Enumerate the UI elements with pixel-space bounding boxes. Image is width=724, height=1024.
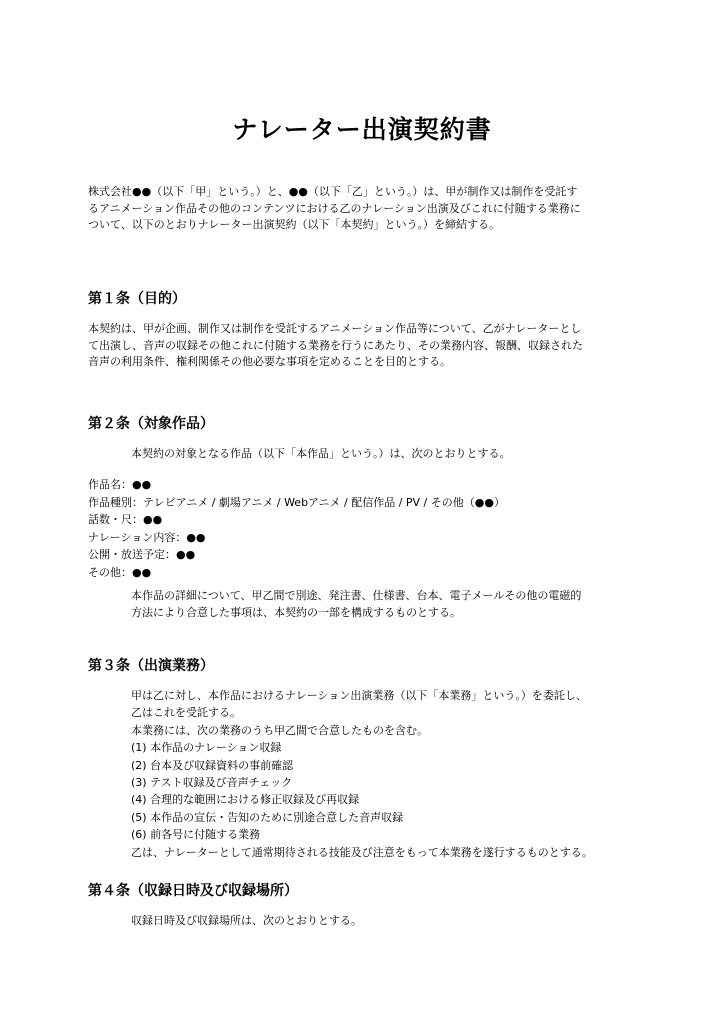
article1-heading: 第１条（目的）	[88, 291, 186, 307]
preamble-line: るアニメーション作品その他のコンテンツにおける乙のナレーション出演及びこれに付随する業務に	[88, 201, 581, 215]
article1-body	[88, 321, 583, 371]
document-title: ナレーター出演契約書	[232, 115, 492, 144]
preamble-line: ついて、以下のとおりナレーター出演契約（以下「本契約」という。）を締結する。	[88, 218, 501, 231]
list-item: 公開・放送予定：●●	[88, 548, 196, 561]
preamble-line: 株式会社●●（以下「甲」という。）と、●●（以下「乙」という。）は、甲が制作又は制作を受託す	[88, 185, 578, 198]
list-item: (2) 台本及び収録資料の事前確認	[131, 758, 294, 772]
list-item: 作品種別：テレビアニメ / 劇場アニメ / Webアニメ / 配信作品 / PV / その他（●●）	[88, 495, 505, 509]
article2-intro: 本契約の対象となる作品（以下「本作品」という。）は、次のとおりとする。	[131, 447, 511, 460]
article3-line: 本業務には、次の業務のうち甲乙間で合意したものを含む。	[131, 723, 428, 737]
article2-heading: 第２条（対象作品）	[88, 416, 214, 432]
list-item: (4) 合理的な範囲における修正収録及び再収録	[131, 793, 360, 807]
article4-heading: 第４条（収録日時及び収録場所）	[88, 883, 298, 899]
list-item: ナレーション内容：●●	[88, 530, 206, 544]
article3-line: 甲は乙に対し、本作品におけるナレーション出演業務（以下「本業務」という。）を委託し、	[131, 689, 587, 702]
article1-line: て出演し、音声の収録その他これに付随する業務を行うにあたり、その業務内容、報酬、収録された	[88, 338, 583, 352]
preamble	[88, 184, 581, 234]
article2-item-list	[88, 476, 505, 581]
list-item: (3) テスト収録及び音声チェック	[131, 775, 293, 789]
article1-line: 本契約は、甲が企画、制作又は制作を受託するアニメーション作品等について、乙がナレーターとし	[88, 322, 582, 335]
article2-closing-line: 方法により合意した事項は、本契約の一部を構成するものとする。	[131, 605, 461, 619]
list-item: その他：●●	[88, 565, 152, 579]
list-item: 作品名：●●	[88, 478, 152, 491]
article3-line: 乙は、ナレーターとして通常期待される技能及び注意をもって本業務を遂行するものとする。	[131, 845, 593, 859]
article2-closing-line: 本作品の詳細について、甲乙間で別途、発注書、仕様書、台本、電子メールその他の電磁的	[131, 589, 582, 602]
article3-line: 乙はこれを受託する。	[131, 706, 241, 720]
list-item: (1) 本作品のナレーション収録	[131, 741, 282, 755]
list-item: (6) 前各号に付随する業務	[131, 828, 261, 842]
article3-heading: 第３条（出演業務）	[88, 658, 214, 674]
article4-intro: 収録日時及び収録場所は、次のとおりとする。	[131, 914, 362, 927]
list-item: (5) 本作品の宣伝・告知のために別途合意した音声収録	[131, 810, 404, 824]
article2-closing	[131, 588, 581, 621]
article3-body	[131, 687, 593, 861]
article1-line: 音声の利用条件、権利関係その他必要な事項を定めることを目的とする。	[88, 355, 451, 368]
list-item: 話数・尺：●●	[88, 513, 163, 526]
